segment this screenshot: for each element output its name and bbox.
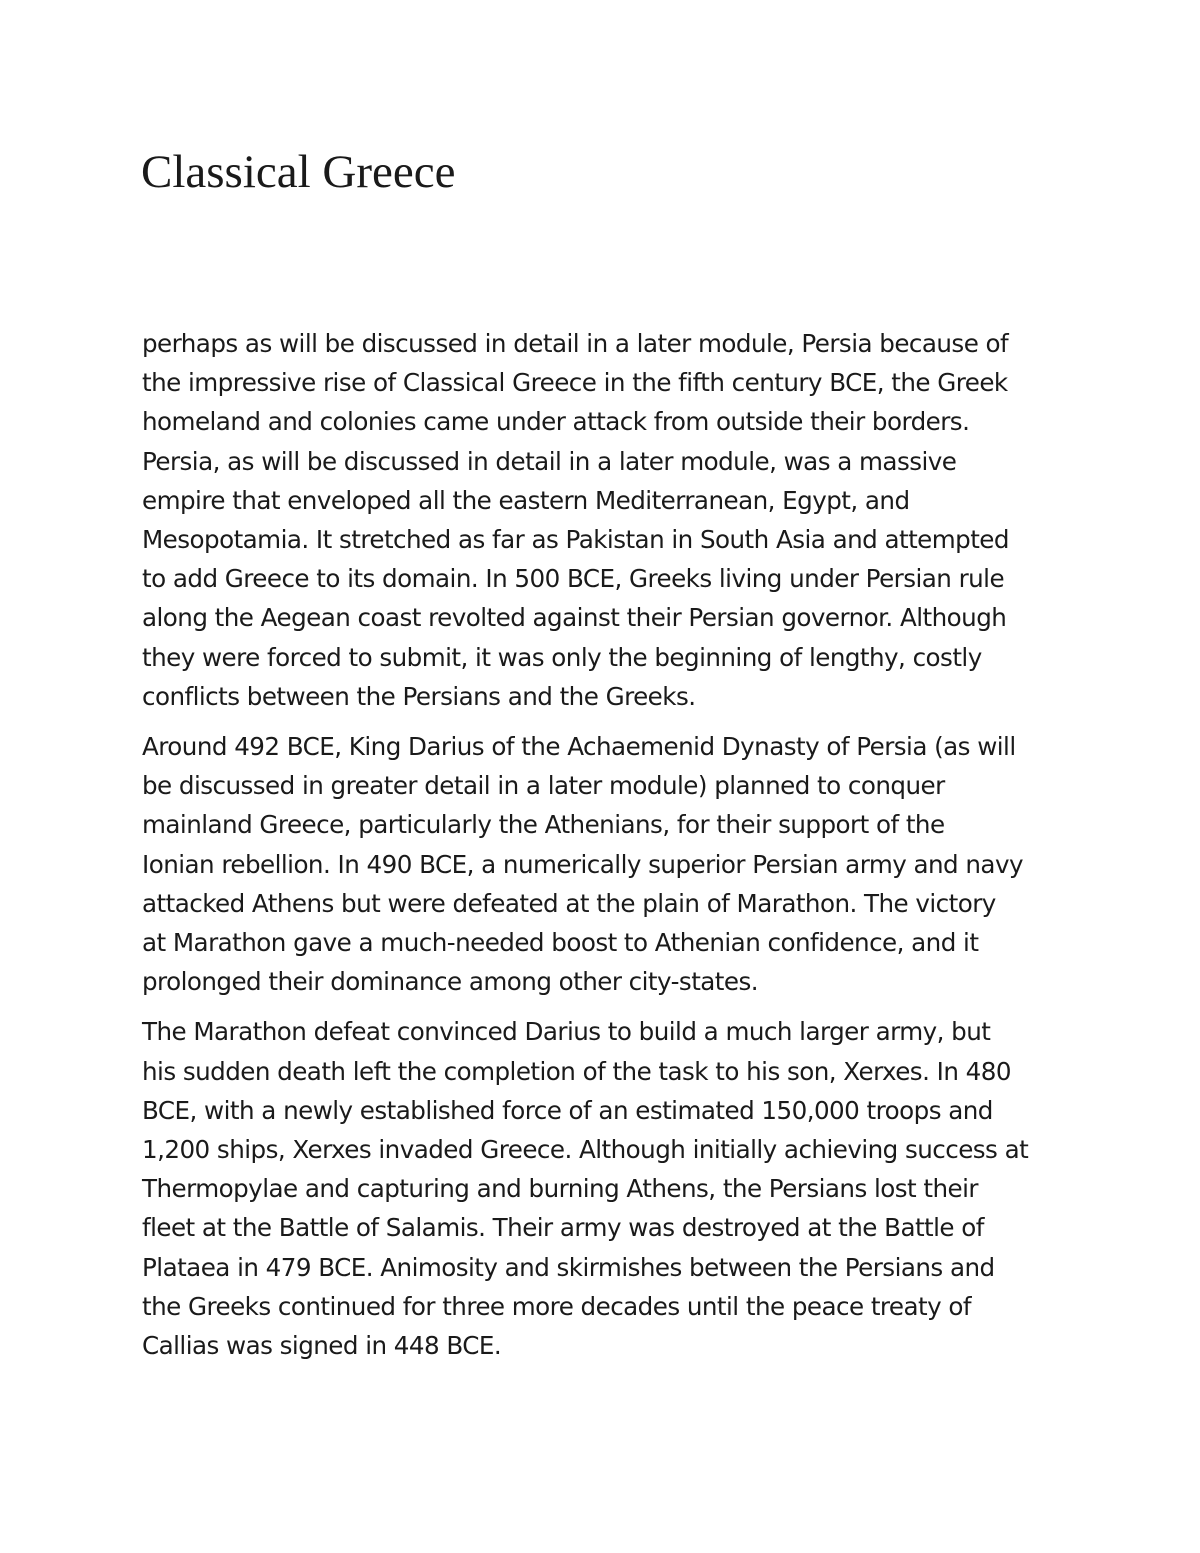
text-line: Thermopylae and capturing and burning Athens, the Persians lost their <box>142 1174 978 1204</box>
text-line: Plataea in 479 BCE. Animosity and skirmishes between the Persians and <box>142 1252 995 1282</box>
text-line: homeland and colonies came under attack from outside their borders. <box>142 407 970 437</box>
text-line: Ionian rebellion. In 490 BCE, a numerically superior Persian army and navy <box>142 849 1023 879</box>
text-line: mainland Greece, particularly the Athenians, for their support of the <box>142 810 945 840</box>
text-line: Callias was signed in 448 BCE. <box>142 1331 502 1361</box>
text-line: to add Greece to its domain. In 500 BCE, Greeks living under Persian rule <box>142 564 1005 594</box>
text-line: empire that enveloped all the eastern Mediterranean, Egypt, and <box>142 485 910 515</box>
paragraph-1 <box>142 324 1072 716</box>
document-body <box>142 324 1072 1376</box>
text-line: prolonged their dominance among other city-states. <box>142 967 759 997</box>
text-line: perhaps as will be discussed in detail in a later module, Persia because of <box>142 329 1009 358</box>
text-line: at Marathon gave a much-needed boost to Athenian confidence, and it <box>142 928 979 958</box>
text-line: The Marathon defeat convinced Darius to build a much larger army, but <box>142 1017 991 1047</box>
text-line: Mesopotamia. It stretched as far as Pakistan in South Asia and attempted <box>142 525 1009 555</box>
text-line: the impressive rise of Classical Greece in the fifth century BCE, the Greek <box>142 368 1008 398</box>
text-line: BCE, with a newly established force of an estimated 150,000 troops and <box>142 1095 993 1125</box>
document-title: Classical Greece <box>141 146 456 198</box>
text-line: 1,200 ships, Xerxes invaded Greece. Although initially achieving success at <box>142 1135 1029 1165</box>
text-line: the Greeks continued for three more decades until the peace treaty of <box>142 1291 972 1321</box>
text-line: fleet at the Battle of Salamis. Their army was destroyed at the Battle of <box>142 1213 984 1243</box>
text-line: along the Aegean coast revolted against their Persian governor. Although <box>142 603 1007 633</box>
text-line: be discussed in greater detail in a later module) planned to conquer <box>142 771 945 801</box>
paragraph-3 <box>142 1012 1072 1365</box>
text-line: they were forced to submit, it was only the beginning of lengthy, costly <box>142 642 982 672</box>
text-line: Persia, as will be discussed in detail in a later module, was a massive <box>142 446 957 476</box>
paragraph-2 <box>142 727 1072 1001</box>
text-line: his sudden death left the completion of the task to his son, Xerxes. In 480 <box>142 1056 1011 1086</box>
text-line: Around 492 BCE, King Darius of the Achaemenid Dynasty of Persia (as will <box>142 732 1016 762</box>
text-line: conflicts between the Persians and the Greeks. <box>142 681 696 711</box>
text-line: attacked Athens but were defeated at the plain of Marathon. The victory <box>142 888 996 918</box>
